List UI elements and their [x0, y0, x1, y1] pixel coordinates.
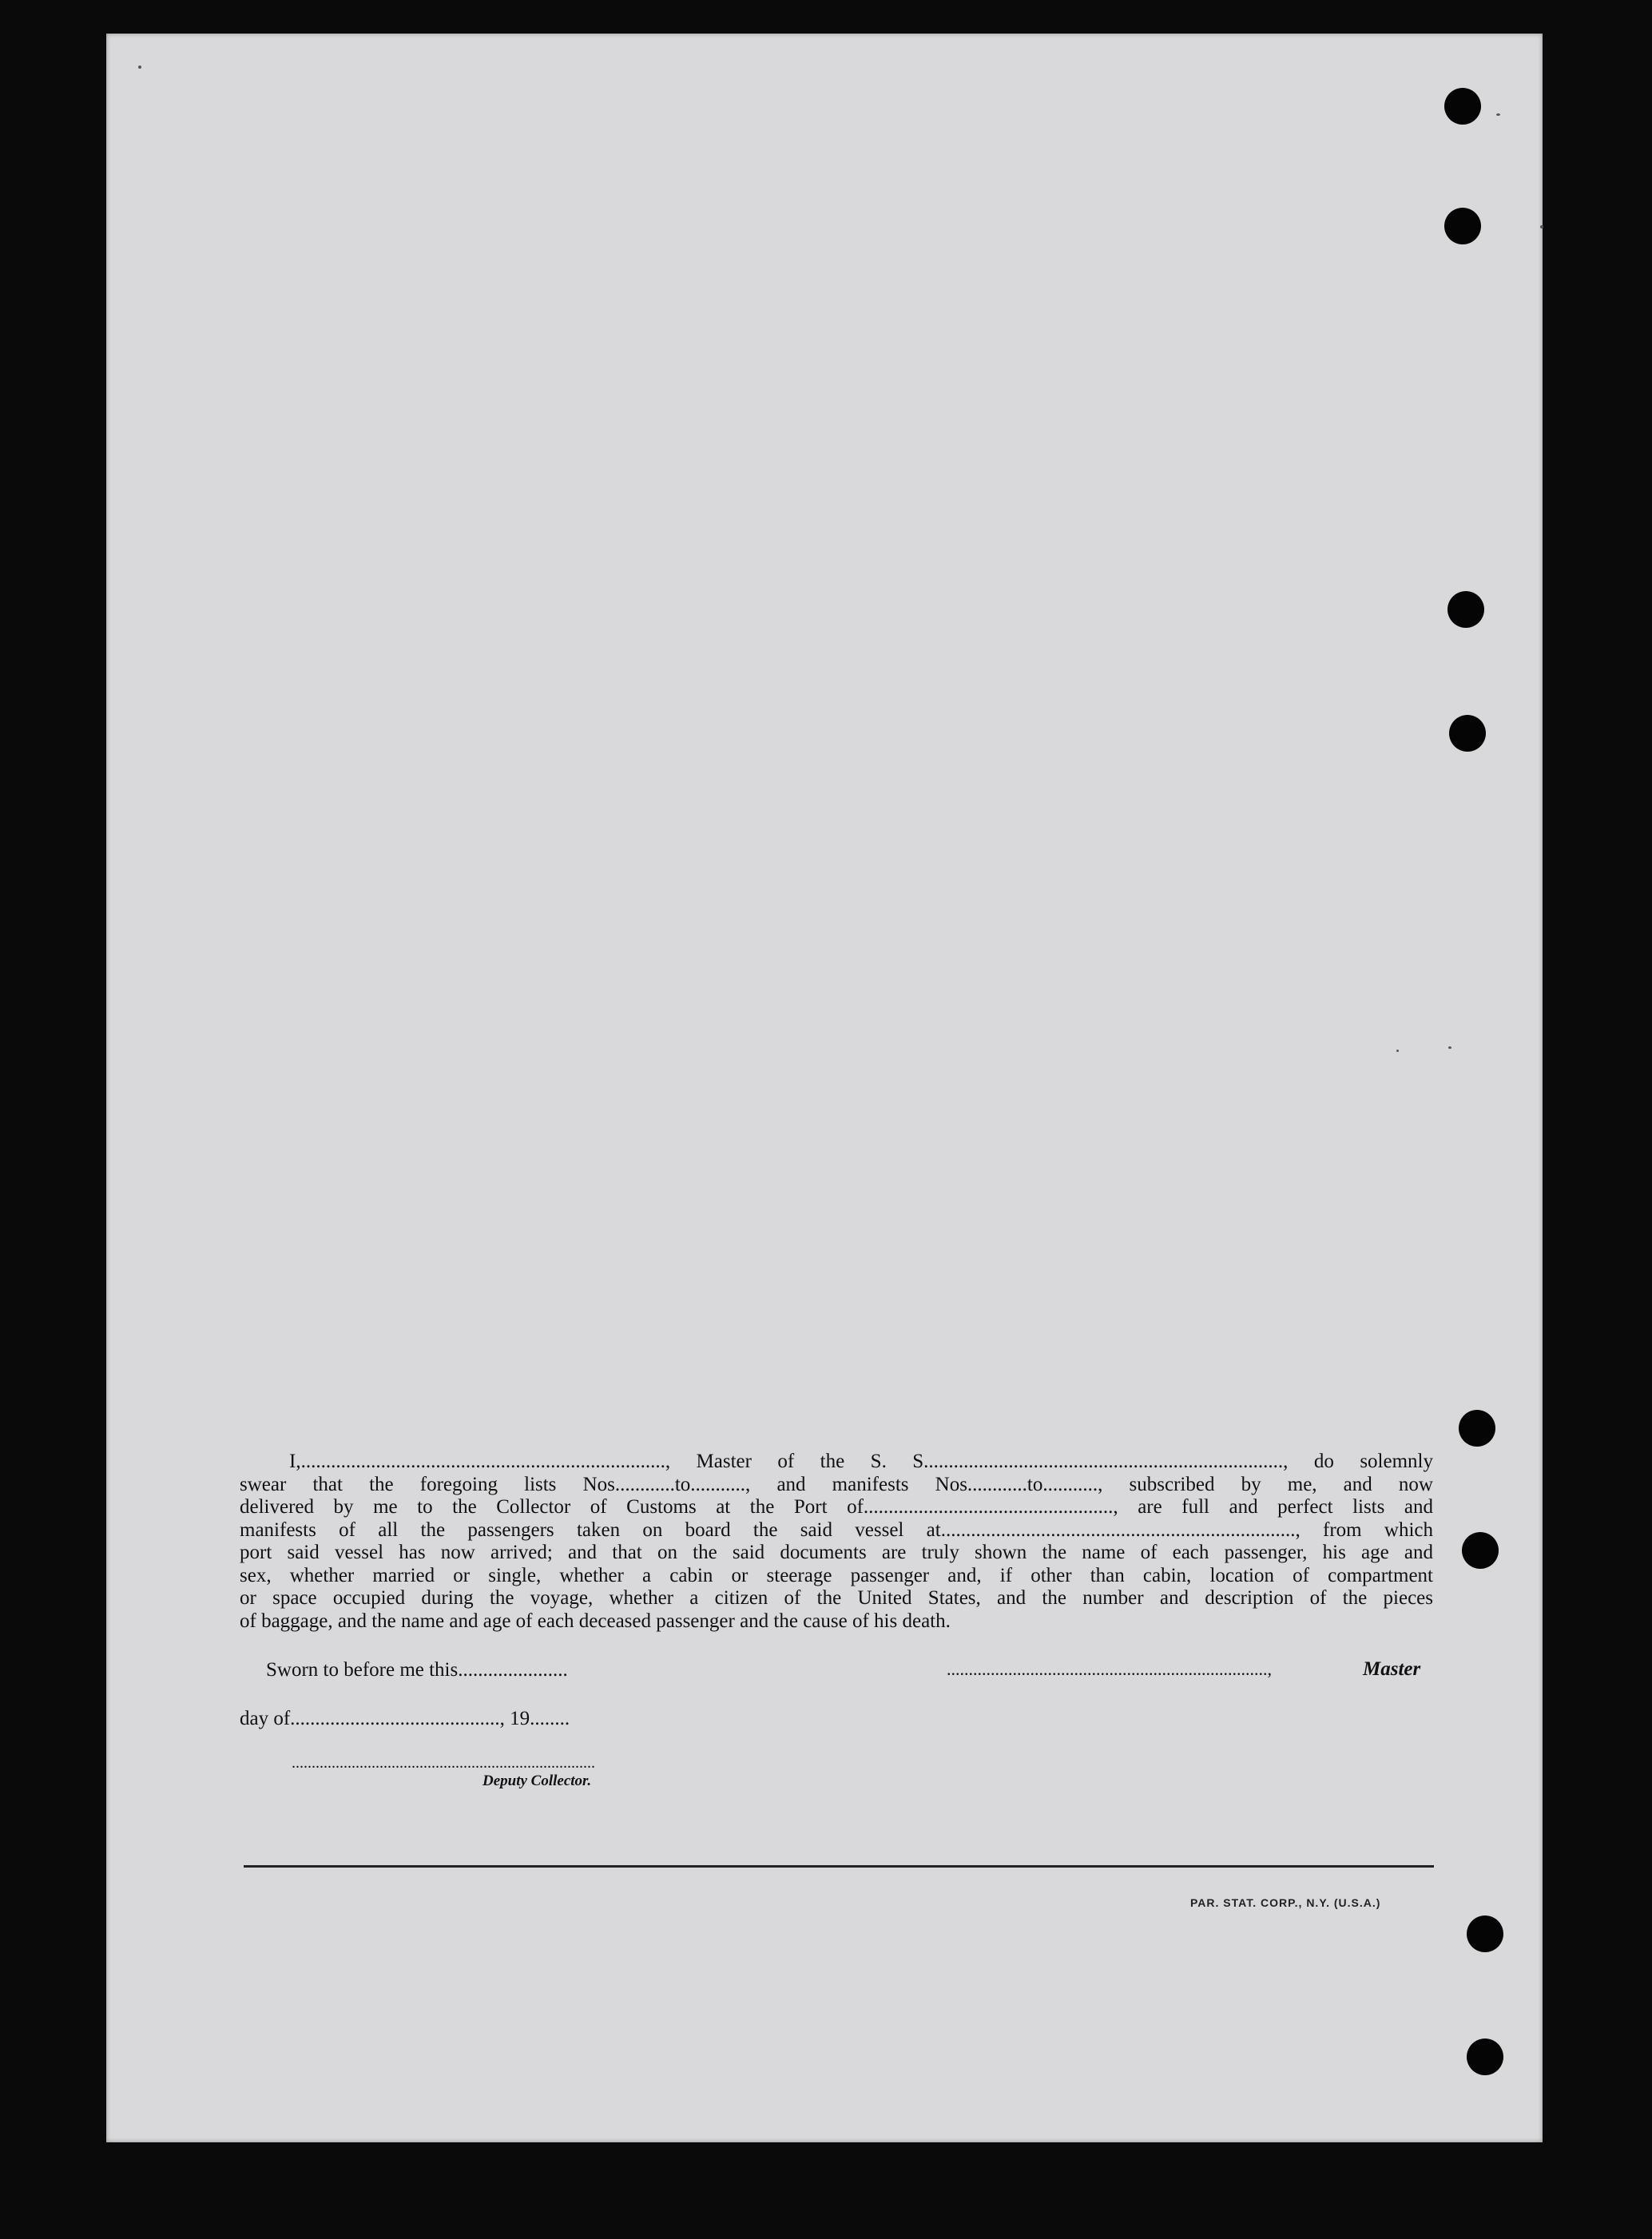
printer-imprint: PAR. STAT. CORP., N.Y. (U.S.A.)	[1190, 1896, 1381, 1909]
oath-line: sex, whether married or single, whether a cabin or steerage passenger and, if other than cabin, location of compartment	[240, 1564, 1433, 1586]
bottom-rule	[244, 1865, 1434, 1868]
master-oath-paragraph	[240, 1451, 1433, 1633]
oath-line: of baggage, and the name and age of each deceased passenger and the cause of his death.	[240, 1610, 951, 1632]
deputy-signature-line: ............................................................................	[292, 1754, 595, 1772]
binder-hole	[1467, 1915, 1503, 1952]
oath-line: swear that the foregoing lists Nos............to..........., and manifests Nos............to..........., subscribed by me, and now	[240, 1473, 1433, 1495]
binder-hole	[1444, 208, 1481, 244]
binder-hole	[1462, 1532, 1499, 1569]
master-label: Master	[1363, 1658, 1421, 1680]
sworn-line: Sworn to before me this......................	[266, 1659, 568, 1681]
binder-hole	[1467, 2039, 1503, 2075]
deputy-collector-label: Deputy Collector.	[482, 1773, 592, 1789]
binder-hole	[1459, 1410, 1495, 1447]
sworn-day-line: day of.........................................., 19........	[240, 1708, 570, 1729]
binder-hole	[1444, 88, 1481, 125]
binder-hole	[1449, 715, 1486, 752]
binder-hole	[1447, 591, 1484, 628]
oath-line: or space occupied during the voyage, whether a citizen of the United States, and the number and description of the pieces	[240, 1587, 1433, 1609]
oath-line: I,........................................................................., Master of the S. S........................................................................, do solemnly	[289, 1451, 1433, 1472]
master-signature-line: .........................................................................,	[947, 1659, 1272, 1679]
document-page	[106, 34, 1543, 2142]
oath-line: port said vessel has now arrived; and that on the said documents are truly shown the name of each passenger, his age and	[240, 1542, 1433, 1563]
oath-line: delivered by me to the Collector of Customs at the Port of.................................................., are full and perfect lists and	[240, 1496, 1433, 1518]
oath-line: manifests of all the passengers taken on board the said vessel at......................................................................., from which	[240, 1518, 1433, 1541]
